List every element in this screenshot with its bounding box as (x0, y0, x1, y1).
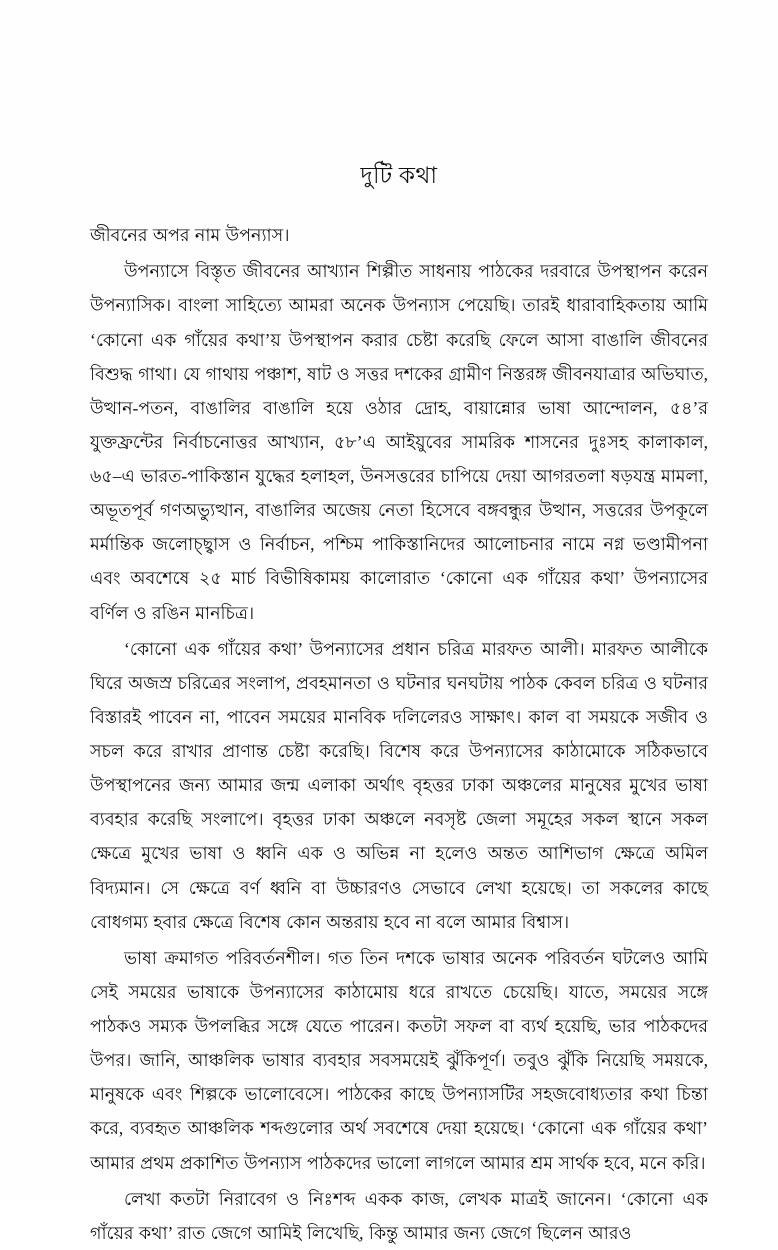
paragraph: জীবনের অপর নাম উপন্যাস। (90, 225, 290, 246)
paragraph: লেখা কতটা নিরাবেগ ও নিঃশব্দ একক কাজ, লেখক মাত্রই জানেন। ‘কোনো এক গাঁয়ের কথা’ রাত জেগে আমিই লিখেছি, কিন্তু আমার জন্য জেগে ছিলেন আরও (90, 1188, 708, 1243)
paragraph: ভাষা ক্রমাগত পরিবর্তনশীল। গত তিন দশকে ভাষার অনেক পরিবর্তন ঘটলেও আমি সেই সময়ের ভাষাকে উপন্যাসের কাঠামোয় ধরে রাখতে চেয়েছি। যাতে, সময়ের সঙ্গে পাঠকও সম্যক উপলব্ধির সঙ্গে যেতে পারেন। কতটা সফল বা ব্যর্থ হয়েছি, ভার পাঠকদের উপর। জানি, আঞ্চলিক ভাষার ব্যবহার সবসময়েই ঝুঁকিপূর্ণ। তবুও ঝুঁকি নিয়েছি সময়কে, মানুষকে এবং শিল্পকে ভালোবেসে। পাঠকের কাছে উপন্যাসটির সহজবোধ্যতার কথা চিন্তা করে, ব্যবহৃত আঞ্চলিক শব্দগুলোর অর্থ সবশেষে দেয়া হয়েছে। ‘কোনো এক গাঁয়ের কথা’ আমার প্রথম প্রকাশিত উপন্যাস পাঠকদের ভালো লাগলে আমার শ্রম সার্থক হবে, মনে করি। (90, 947, 708, 1173)
paragraph: উপন্যাসে বিস্তৃত জীবনের আখ্যান শিল্পীত সাধনায় পাঠকের দরবারে উপস্থাপন করেন উপন্যাসিক। বাংলা সাহিত্যে আমরা অনেক উপন্যাস পেয়েছি। তারই ধারাবাহিকতায় আমি ‘কোনো এক গাঁয়ের কথা’য় উপস্থাপন করার চেষ্টা করেছি ফেলে আসা বাঙালি জীবনের বিশুদ্ধ গাথা। যে গাথায় পঞ্চাশ, ষাট ও সত্তর দশকের গ্রামীণ নিস্তরঙ্গ জীবনযাত্রার অভিঘাত, উত্থান-পতন, বাঙালির বাঙালি হয়ে ওঠার দ্রোহ, বায়ান্নোর ভাষা আন্দোলন, ৫৪’র যুক্তফ্রন্টের নির্বাচনোত্তর আখ্যান, ৫৮’এ আইয়ুবের সামরিক শাসনের দুঃসহ কালাকাল, ৬৫–এ ভারত-পাকিস্তান যুদ্ধের হলাহল, উনসত্তরের চাপিয়ে দেয়া আগরতলা ষড়যন্ত্র মামলা, অভূতপূর্ব গণঅভ্যুত্থান, বাঙালির অজেয় নেতা হিসেবে বঙ্গবন্ধুর উত্থান, সত্তরের উপকূলে মর্মান্তিক জলোচ্ছ্বাস ও নির্বাচন, পশ্চিম পাকিস্তানিদের আলোচনার নামে নগ্ন ভণ্ডামীপনা এবং অবশেষে ২৫ মার্চ বিভীষিকাময় কালোরাত ‘কোনো এক গাঁয়ের কথা’ উপন্যাসের বর্ণিল ও রঙিন মানচিত্র। (90, 261, 708, 623)
paragraph: ‘কোনো এক গাঁয়ের কথা’ উপন্যাসের প্রধান চরিত্র মারফত আলী। মারফত আলীকে ঘিরে অজস্র চরিত্রের সংলাপ, প্রবহমানতা ও ঘটনার ঘনঘটায় পাঠক কেবল চরিত্র ও ঘটনার বিস্তারই পাবেন না, পাবেন সময়ের মানবিক দলিলেরও সাক্ষাৎ। কাল বা সময়কে সজীব ও সচল করে রাখার প্রাণান্ত চেষ্টা করেছি। বিশেষ করে উপন্যাসের কাঠামোকে সঠিকভাবে উপস্থাপনের জন্য আমার জন্ম এলাকা অর্থাৎ বৃহত্তর ঢাকা অঞ্চলের মানুষের মুখের ভাষা ব্যবহার করেছি সংলাপে। বৃহত্তর ঢাকা অঞ্চলে নবসৃষ্ট জেলা সমূহের সকল স্থানে সকল ক্ষেত্রে মুখের ভাষা ও ধ্বনি এক ও অভিন্ন না হলেও অন্তত আশিভাগ ক্ষেত্রে অমিল বিদ্যমান। সে ক্ষেত্রে বর্ণ ধ্বনি বা উচ্চারণও সেভাবে লেখা হয়েছে। তা সকলের কাছে বোধগম্য হবার ক্ষেত্রে বিশেষ কোন অন্তরায় হবে না বলে আমার বিশ্বাস। (90, 638, 708, 932)
page-title: দুটি কথা (360, 163, 438, 188)
document-body (90, 218, 708, 1250)
